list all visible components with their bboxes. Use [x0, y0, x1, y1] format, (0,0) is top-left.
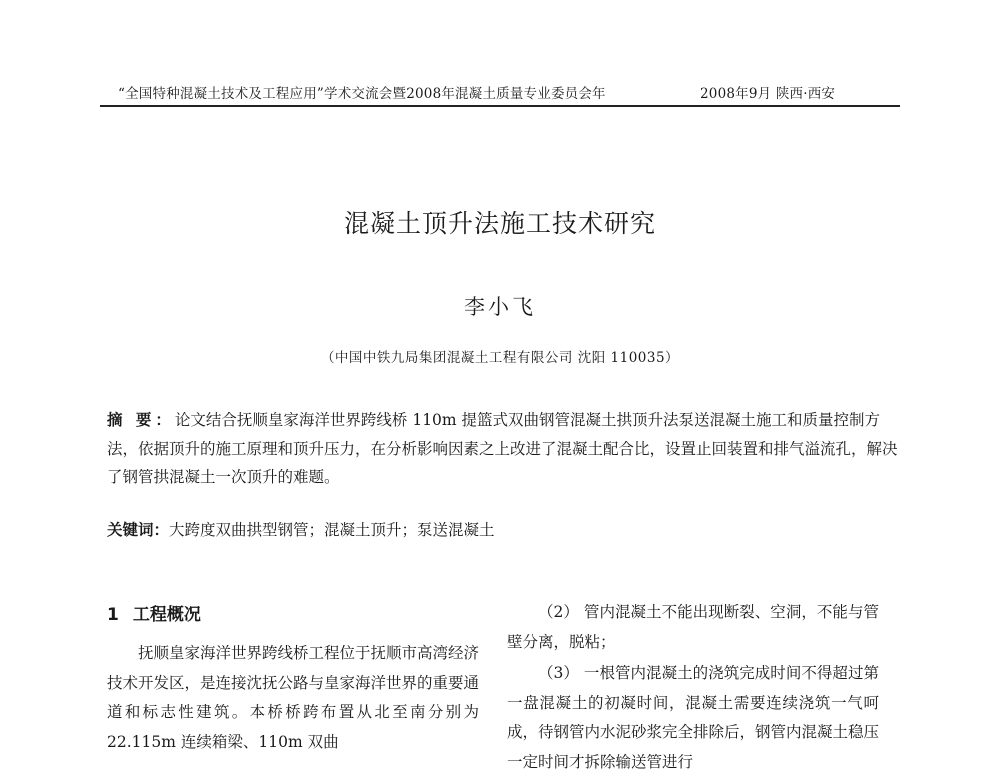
right-column — [507, 598, 879, 779]
running-header — [118, 82, 898, 102]
keywords-text: 大跨度双曲拱型钢管；混凝土顶升；泵送混凝土 — [169, 521, 495, 539]
section-heading — [107, 600, 201, 625]
requirement-item-2: （2） 管内混凝土不能出现断裂、空洞，不能与管壁分离，脱粘； — [507, 603, 879, 651]
body-paragraph: 抚顺皇家海洋世界跨线桥工程位于抚顺市高湾经济技术开发区，是连接沈抚公路与皇家海洋世界的重要通道和标志性建筑。本桥桥跨布置从北至南分别为 22.115m 连续箱梁、110m 双曲 — [107, 644, 480, 751]
abstract-text: 论文结合抚顺皇家海洋世界跨线桥 110m 提篮式双曲钢管混凝土拱顶升法泵送混凝土施工和质量控制方法，依据顶升的施工原理和顶升压力，在分析影响因素之上改进了混凝土配合比，设置止回装置和排气溢流孔，解决了钢管拱混凝土一次顶升的难题。 — [107, 411, 898, 486]
abstract-label: 摘 要： — [107, 410, 175, 429]
paper-title: 混凝土顶升法施工技术研究 — [343, 209, 656, 238]
section-number: 1 — [107, 605, 119, 625]
conference-date-location: 2008年9月 陕西·西安 — [700, 86, 836, 102]
author-affiliation: （中国中铁九局集团混凝土工程有限公司 沈阳 110035） — [320, 350, 680, 366]
header-rule — [100, 105, 900, 107]
abstract — [107, 406, 903, 492]
left-column — [107, 639, 479, 757]
keywords-label: 关键词： — [107, 520, 170, 539]
paper-author: 李小飞 — [464, 295, 536, 319]
requirement-item-3: （3） 一根管内混凝土的浇筑完成时间不得超过第一盘混凝土的初凝时间，混凝土需要连续浇筑一气呵成，待钢管内水泥砂浆完全排除后，钢管内混凝土稳压一定时间才拆除输送管进行 — [507, 664, 880, 771]
conference-name: “全国特种混凝土技术及工程应用”学术交流会暨2008年混凝土质量专业委员会年 — [118, 86, 606, 102]
section-title: 工程概况 — [132, 605, 201, 625]
keywords — [107, 516, 903, 544]
